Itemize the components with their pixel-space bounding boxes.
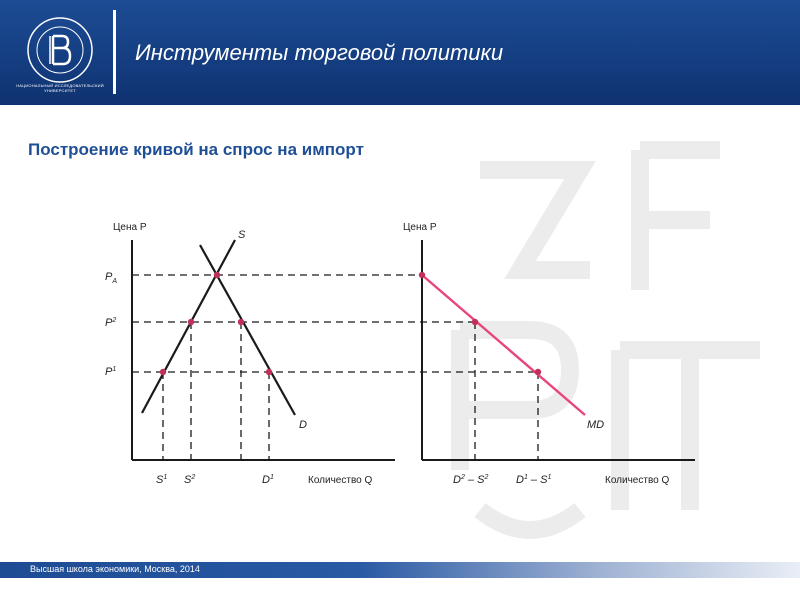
page-title: Инструменты торговой политики: [135, 40, 504, 65]
md-curve: [422, 275, 585, 415]
left-intersection-dots: [160, 272, 272, 375]
supply-curve: [142, 240, 235, 413]
qty-label-d2-minus-s2: $D^2 - S^2$: [453, 474, 489, 486]
right-chart: [403, 222, 695, 486]
supply-curve-label: S: [238, 229, 246, 241]
left-y-axis-label: Цена P: [113, 222, 147, 233]
demand-curve-label: D: [299, 419, 307, 431]
footer-text: Высшая школа экономики, Москва, 2014: [30, 564, 200, 574]
qty-label-s2: $S^2$: [184, 474, 196, 486]
qty-label-s1: $S^1$: [156, 474, 168, 486]
price-label-pa: $P_A$: [105, 271, 118, 285]
hse-logo: [20, 14, 100, 94]
slide-subtitle: Построение кривой на спрос на импорт: [28, 140, 364, 159]
price-label-p1: $P^1$: [105, 366, 117, 378]
import-demand-diagram: [95, 210, 715, 495]
qty-label-d1-minus-s1: $D^1 - S^1$: [516, 474, 552, 486]
header-divider: [113, 10, 116, 94]
demand-curve: [200, 245, 295, 415]
price-label-p2: $P^2$: [105, 317, 117, 329]
left-chart: [105, 222, 395, 486]
right-x-axis-label: Количество Q: [605, 475, 670, 486]
md-curve-label: MD: [587, 419, 605, 431]
qty-label-d1: $D^1$: [262, 474, 274, 486]
left-x-axis-label: Количество Q: [308, 475, 373, 486]
logo-caption: НАЦИОНАЛЬНЫЙ ИССЛЕДОВАТЕЛЬСКИЙ УНИВЕРСИТЕТ: [16, 83, 104, 93]
header-bar: [0, 0, 800, 105]
right-y-axis-label: Цена P: [403, 222, 437, 233]
right-dashed-verticals: [475, 322, 538, 460]
